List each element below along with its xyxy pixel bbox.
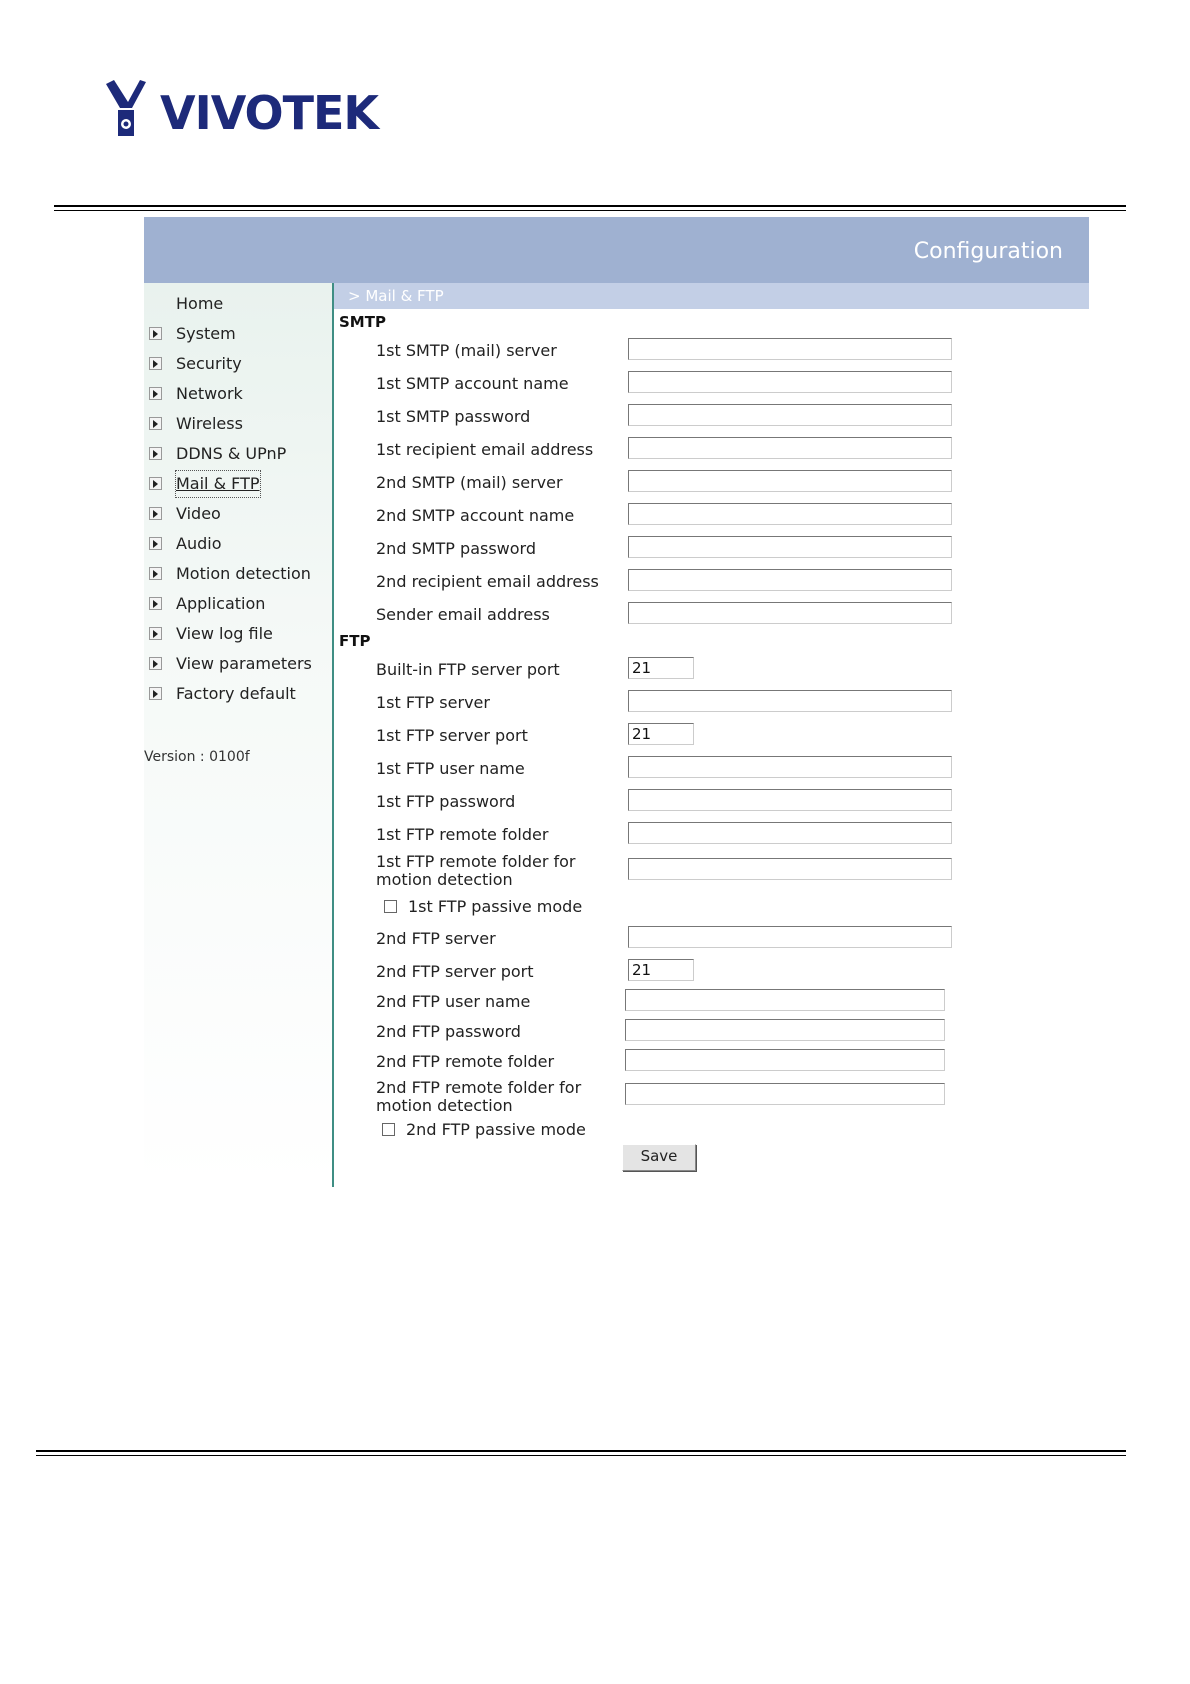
builtin-ftp-port-label: Built-in FTP server port [376, 660, 560, 679]
logo-text: VIVOTEK [160, 86, 379, 140]
ftp2-server-input[interactable] [628, 926, 952, 948]
sidebar-item-label: View parameters [176, 654, 312, 673]
config-frame [144, 217, 1089, 1187]
sidebar-item-mail-ftp[interactable] [144, 471, 332, 497]
arrow-right-icon [149, 477, 162, 490]
ftp-section-title: FTP [339, 632, 371, 650]
config-header [144, 217, 1089, 283]
recipient1-email-input[interactable] [628, 437, 952, 459]
ftp1-folder-label: 1st FTP remote folder [376, 825, 549, 844]
ftp2-passive-label: 2nd FTP passive mode [406, 1120, 586, 1139]
label-line: 2nd FTP remote folder for [376, 1078, 582, 1097]
sidebar-item-view-log-file[interactable] [144, 621, 332, 647]
ftp2-motion-folder-label [376, 1079, 581, 1115]
ftp1-motion-folder-label [376, 853, 575, 889]
recipient2-email-input[interactable] [628, 569, 952, 591]
smtp2-password-input[interactable] [628, 536, 952, 558]
label-line: 1st FTP remote folder for [376, 852, 576, 871]
sidebar-item-label: Network [176, 384, 243, 403]
sidebar-item-label: Motion detection [176, 564, 311, 583]
page-title: Configuration [913, 239, 1063, 264]
smtp1-server-input[interactable] [628, 338, 952, 360]
sender-email-input[interactable] [628, 602, 952, 624]
sender-email-label: Sender email address [376, 605, 550, 624]
sidebar-item-label: Audio [176, 534, 222, 553]
sidebar-item-motion-detection[interactable] [144, 561, 332, 587]
arrow-right-icon [149, 627, 162, 640]
arrow-right-icon [149, 357, 162, 370]
save-button[interactable]: Save [622, 1144, 696, 1171]
sidebar-item-security[interactable] [144, 351, 332, 377]
sidebar-item-label: Application [176, 594, 266, 613]
arrow-right-icon [149, 657, 162, 670]
sidebar-item-label: Home [176, 294, 224, 313]
smtp1-server-label: 1st SMTP (mail) server [376, 341, 557, 360]
sidebar-item-label: DDNS & UPnP [176, 444, 287, 463]
ftp1-passive-label: 1st FTP passive mode [408, 897, 583, 916]
sidebar-item-label: Mail & FTP [176, 471, 260, 497]
smtp1-password-input[interactable] [628, 404, 952, 426]
camera-logo-icon [104, 78, 160, 140]
top-divider [54, 205, 1126, 207]
label-line: motion detection [376, 1096, 513, 1115]
sidebar-item-label: Wireless [176, 414, 243, 433]
ftp2-folder-label: 2nd FTP remote folder [376, 1052, 555, 1071]
ftp1-passive-checkbox[interactable] [384, 900, 397, 913]
sidebar-item-audio[interactable] [144, 531, 332, 557]
ftp1-password-input[interactable] [628, 789, 952, 811]
builtin-ftp-port-input[interactable] [628, 657, 694, 679]
ftp2-user-input[interactable] [625, 989, 945, 1011]
label-line: motion detection [376, 870, 513, 889]
ftp2-port-input[interactable] [628, 959, 694, 981]
sidebar-item-label: View log file [176, 624, 273, 643]
ftp1-folder-input[interactable] [628, 822, 952, 844]
ftp2-server-label: 2nd FTP server [376, 929, 496, 948]
recipient1-email-label: 1st recipient email address [376, 440, 594, 459]
sidebar-item-factory-default[interactable] [144, 681, 332, 707]
smtp-section-title: SMTP [339, 313, 386, 331]
smtp2-account-input[interactable] [628, 503, 952, 525]
ftp1-user-input[interactable] [628, 756, 952, 778]
recipient2-email-label: 2nd recipient email address [376, 572, 599, 591]
sidebar-item-label: Factory default [176, 684, 296, 703]
ftp2-folder-input[interactable] [625, 1049, 945, 1071]
sidebar-item-wireless[interactable] [144, 411, 332, 437]
vivotek-logo [104, 78, 379, 148]
smtp1-account-label: 1st SMTP account name [376, 374, 569, 393]
breadcrumb: > Mail & FTP [334, 283, 1089, 309]
ftp1-port-input[interactable] [628, 723, 694, 745]
sidebar [144, 283, 334, 1187]
version-label: Version : 0100f [144, 749, 250, 765]
ftp1-motion-folder-input[interactable] [628, 858, 952, 880]
sidebar-item-system[interactable] [144, 321, 332, 347]
ftp2-port-label: 2nd FTP server port [376, 962, 534, 981]
smtp2-server-label: 2nd SMTP (mail) server [376, 473, 563, 492]
ftp2-password-input[interactable] [625, 1019, 945, 1041]
smtp1-account-input[interactable] [628, 371, 952, 393]
ftp1-password-label: 1st FTP password [376, 792, 516, 811]
ftp2-motion-folder-input[interactable] [625, 1083, 945, 1105]
arrow-right-icon [149, 687, 162, 700]
sidebar-item-home[interactable] [144, 291, 332, 317]
ftp2-passive-checkbox[interactable] [382, 1123, 395, 1136]
arrow-right-icon [149, 567, 162, 580]
ftp1-server-label: 1st FTP server [376, 693, 490, 712]
arrow-right-icon [149, 447, 162, 460]
sidebar-item-video[interactable] [144, 501, 332, 527]
smtp2-account-label: 2nd SMTP account name [376, 506, 575, 525]
smtp2-server-input[interactable] [628, 470, 952, 492]
sidebar-item-network[interactable] [144, 381, 332, 407]
bottom-divider [36, 1450, 1126, 1452]
sidebar-item-label: System [176, 324, 236, 343]
ftp2-password-label: 2nd FTP password [376, 1022, 521, 1041]
arrow-right-icon [149, 417, 162, 430]
sidebar-item-ddns-upnp[interactable] [144, 441, 332, 467]
smtp1-password-label: 1st SMTP password [376, 407, 531, 426]
arrow-right-icon [149, 537, 162, 550]
arrow-right-icon [149, 597, 162, 610]
smtp2-password-label: 2nd SMTP password [376, 539, 536, 558]
arrow-right-icon [149, 327, 162, 340]
ftp2-user-label: 2nd FTP user name [376, 992, 531, 1011]
sidebar-item-label: Video [176, 504, 221, 523]
ftp1-server-input[interactable] [628, 690, 952, 712]
sidebar-item-view-parameters[interactable] [144, 651, 332, 677]
ftp1-port-label: 1st FTP server port [376, 726, 528, 745]
sidebar-item-label: Security [176, 354, 242, 373]
arrow-right-icon [149, 387, 162, 400]
arrow-right-icon [149, 507, 162, 520]
ftp1-user-label: 1st FTP user name [376, 759, 525, 778]
sidebar-item-application[interactable] [144, 591, 332, 617]
